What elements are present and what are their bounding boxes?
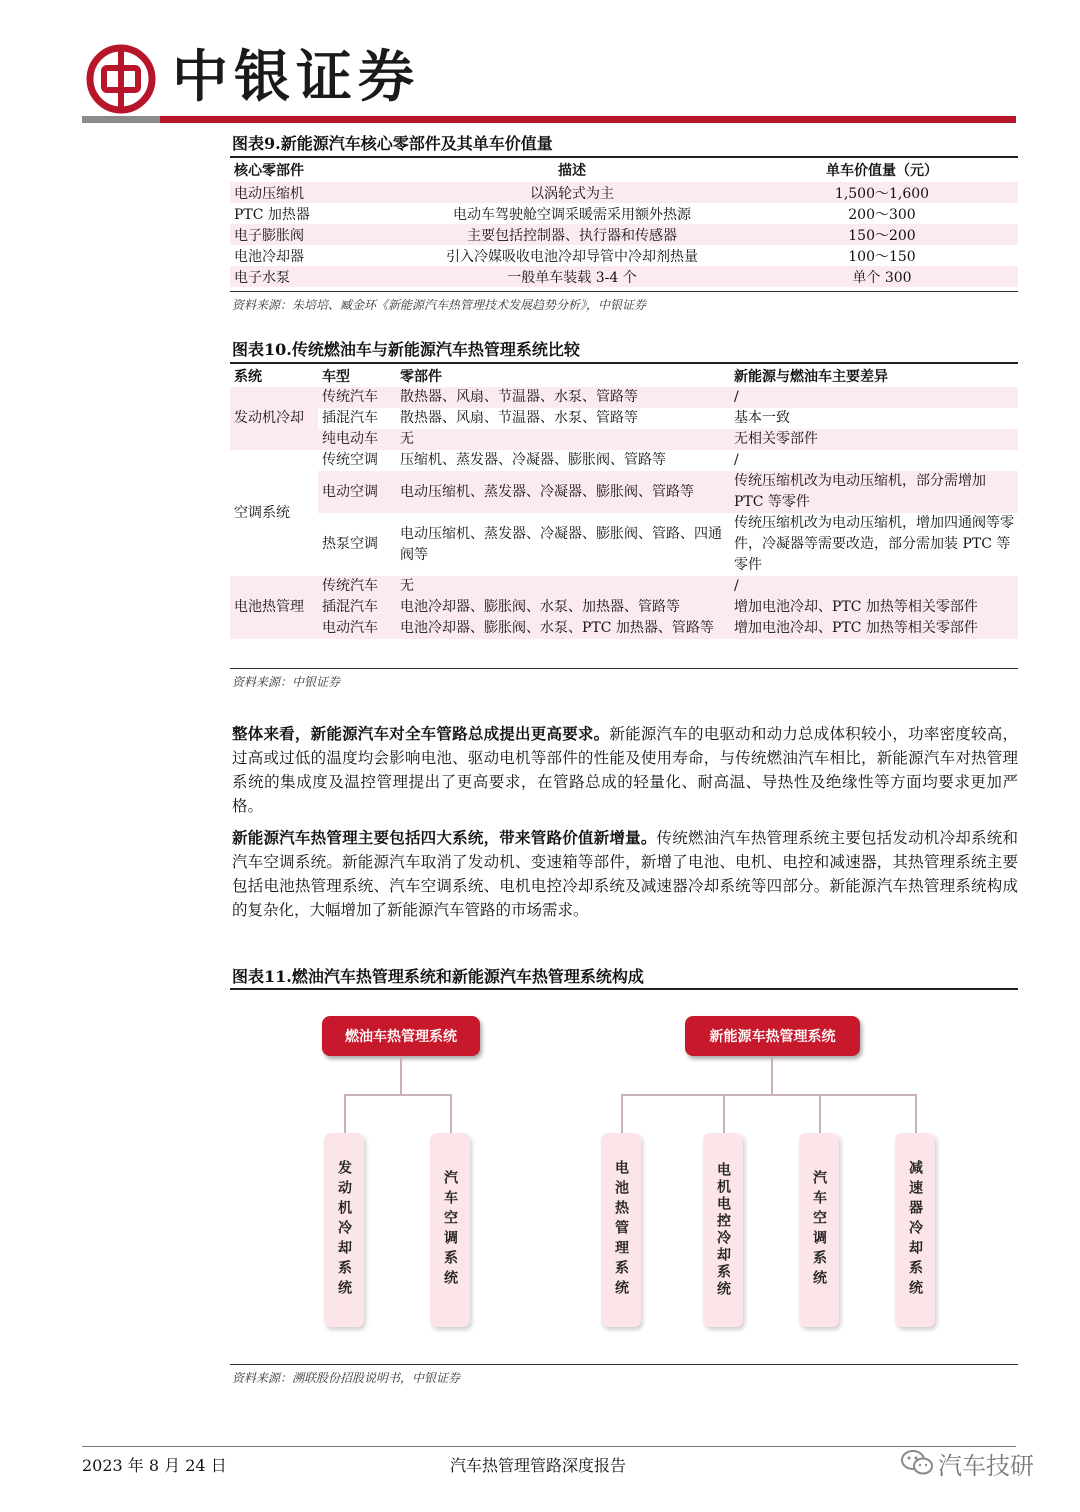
connector-line bbox=[621, 1094, 917, 1096]
table-cell: 200～300 bbox=[848, 206, 916, 223]
brand-name: 中银证券 bbox=[172, 44, 420, 110]
table-header-cell: 车型 bbox=[322, 368, 350, 385]
table-cell: / bbox=[734, 452, 739, 468]
table-row bbox=[230, 203, 1018, 224]
table-cell: 电动空调 bbox=[322, 483, 378, 500]
watermark-text: 汽车技研 bbox=[938, 1452, 1034, 1480]
table-cell: 传统压缩机改为电动压缩机，部分需增加 PTC 等零件 bbox=[734, 473, 986, 510]
table-cell: 无相关零部件 bbox=[734, 431, 818, 447]
table-cell: 传统汽车 bbox=[322, 578, 378, 594]
reducer-cooling-node: 减速器冷却系统 bbox=[895, 1133, 935, 1327]
table-cell: 增加电池冷却、PTC 加热等相关零部件 bbox=[734, 599, 978, 615]
table-header-cell: 描述 bbox=[558, 163, 586, 179]
header-bar-grey bbox=[82, 116, 160, 123]
table-row bbox=[230, 266, 1018, 287]
paragraph-2 bbox=[232, 826, 1018, 922]
table-cell: 传统空调 bbox=[322, 452, 378, 468]
table-cell: 电动汽车 bbox=[322, 620, 378, 636]
table-header-cell: 单车价值量（元） bbox=[826, 163, 938, 179]
table-cell: 热泵空调 bbox=[322, 536, 378, 552]
table-cell: 插混汽车 bbox=[322, 599, 378, 615]
table-row bbox=[230, 576, 1018, 597]
table-cell: 电动压缩机 bbox=[234, 185, 304, 202]
table-cell: 引入冷媒吸收电池冷却导管中冷却剂热量 bbox=[446, 248, 698, 265]
table-cell: PTC 加热器 bbox=[234, 206, 310, 223]
table-row bbox=[230, 245, 1018, 266]
wechat-icon bbox=[900, 1448, 934, 1478]
table-cell: 散热器、风扇、节温器、水泵、管路等 bbox=[400, 410, 638, 426]
fig11-top-rule bbox=[230, 988, 1018, 990]
table-cell: 传统压缩机改为电动压缩机，增加四通阀等零件，冷凝器等需要改造，部分需加装 PTC 等零件 bbox=[734, 515, 1014, 573]
table-cell: 增加电池冷却、PTC 加热等相关零部件 bbox=[734, 620, 978, 636]
fig11-bottom-rule bbox=[230, 1364, 1018, 1365]
table-header-cell: 新能源与燃油车主要差异 bbox=[734, 368, 888, 385]
table-cell: 电动车驾驶舱空调采暖需采用额外热源 bbox=[453, 206, 691, 223]
table-row bbox=[230, 408, 1018, 429]
paragraph-2-lead: 新能源汽车热管理主要包括四大系统，带来管路价值新增量。 bbox=[232, 828, 657, 847]
connector-line bbox=[450, 1094, 452, 1134]
table-cell: 一般单车装载 3-4 个 bbox=[507, 269, 637, 286]
system-cell: 空调系统 bbox=[234, 504, 290, 521]
battery-thermal-node: 电池热管理系统 bbox=[601, 1133, 641, 1327]
fig9-title: 图表9.新能源汽车核心零部件及其单车价值量 bbox=[232, 134, 553, 153]
paragraph-1 bbox=[232, 722, 1018, 818]
fuel-ac-node: 汽车空调系统 bbox=[430, 1133, 470, 1327]
fig10-source: 资料来源：中银证券 bbox=[232, 675, 341, 689]
footer-date: 2023 年 8 月 24 日 bbox=[82, 1456, 227, 1475]
connector-line bbox=[771, 1056, 773, 1094]
system-cell: 电池热管理 bbox=[230, 576, 318, 639]
table-cell: / bbox=[734, 578, 739, 594]
table-row bbox=[230, 471, 1018, 513]
table-cell: 电池冷却器、膨胀阀、水泵、加热器、管路等 bbox=[400, 599, 680, 615]
fig10-title: 图表10.传统燃油车与新能源汽车热管理系统比较 bbox=[232, 340, 580, 359]
table-cell: 电子水泵 bbox=[234, 269, 290, 286]
paragraph-1-text: 新能源汽车的电驱动和动力总成体积较小，功率密度较高，过高或过低的温度均会影响电池、驱动电机等部件的性能及使用寿命，与传统燃油汽车相比，新能源汽车对热管理系统的集成度及温控管理提出了更高要求，在管路总成的轻量化、耐高温、导热性及绝缘性等方面均要求更加严格。 bbox=[232, 725, 1018, 815]
table-cell: 无 bbox=[400, 431, 414, 447]
footer-rule bbox=[82, 1446, 1016, 1447]
table-cell: 电子膨胀阀 bbox=[234, 227, 304, 244]
table-cell: 1,500～1,600 bbox=[834, 185, 930, 202]
table-cell: / bbox=[734, 389, 739, 405]
connector-line bbox=[723, 1094, 725, 1134]
fig10-bottom-rule bbox=[230, 668, 1018, 669]
table-cell: 无 bbox=[400, 578, 414, 594]
fig10-table bbox=[230, 364, 1018, 639]
table-row bbox=[230, 224, 1018, 245]
table-cell: 散热器、风扇、节温器、水泵、管路等 bbox=[400, 389, 638, 405]
table-cell: 基本一致 bbox=[734, 410, 790, 426]
nev-ac-node: 汽车空调系统 bbox=[799, 1133, 839, 1327]
table-cell: 150～200 bbox=[848, 227, 916, 244]
table-cell: 电池冷却器 bbox=[234, 248, 304, 265]
table-row bbox=[230, 513, 1018, 576]
table-header-cell: 核心零部件 bbox=[234, 163, 304, 179]
connector-line bbox=[344, 1094, 346, 1134]
engine-cooling-node: 发动机冷却系统 bbox=[324, 1133, 364, 1327]
table-header-row bbox=[230, 364, 1018, 387]
connector-line bbox=[344, 1094, 452, 1096]
table-header-cell: 零部件 bbox=[400, 368, 442, 385]
fuel-root-node: 燃油车热管理系统 bbox=[322, 1016, 480, 1056]
table-cell: 100～150 bbox=[848, 248, 916, 265]
table-cell: 压缩机、蒸发器、冷凝器、膨胀阀、管路等 bbox=[400, 452, 666, 468]
fig11-title: 图表11.燃油汽车热管理系统和新能源汽车热管理系统构成 bbox=[232, 967, 644, 986]
table-cell: 电动压缩机、蒸发器、冷凝器、膨胀阀、管路、四通阀等 bbox=[400, 525, 722, 563]
connector-line bbox=[915, 1094, 917, 1134]
paragraph-1-lead: 整体来看，新能源汽车对全车管路总成提出更高要求。 bbox=[232, 724, 610, 743]
nev-root-node: 新能源车热管理系统 bbox=[685, 1016, 860, 1056]
table-row bbox=[230, 450, 1018, 471]
table-cell: 主要包括控制器、执行器和传感器 bbox=[467, 227, 677, 244]
fig9-table bbox=[230, 158, 1018, 287]
fig11-source: 资料来源：溯联股份招股说明书，中银证券 bbox=[232, 1371, 461, 1385]
table-cell: 以涡轮式为主 bbox=[530, 185, 614, 202]
table-row bbox=[230, 618, 1018, 639]
table-header-row bbox=[230, 158, 1018, 182]
table-cell: 电池冷却器、膨胀阀、水泵、PTC 加热器、管路等 bbox=[400, 620, 714, 636]
fig9-source: 资料来源：朱培培、臧金环《新能源汽车热管理技术发展趋势分析》，中银证券 bbox=[232, 298, 647, 312]
connector-line bbox=[819, 1094, 821, 1134]
connector-line bbox=[400, 1056, 402, 1094]
connector-line bbox=[621, 1094, 623, 1134]
fig9-bottom-rule bbox=[230, 291, 1018, 292]
paragraph-2-text: 传统燃油汽车热管理系统主要包括发动机冷却系统和汽车空调系统。新能源汽车取消了发动机、变速箱等部件，新增了电池、电机、电控和减速器，其热管理系统主要包括电池热管理系统、汽车空调系统、电机电控冷却系统及减速器冷却系统等四部分。新能源汽车热管理系统构成的复杂化，大幅增加了新能源汽车管路的市场需求。 bbox=[232, 829, 1018, 919]
table-header-cell: 系统 bbox=[234, 368, 262, 385]
bank-of-china-logo bbox=[86, 44, 156, 114]
table-row bbox=[230, 182, 1018, 203]
footer-title: 汽车热管理管路深度报告 bbox=[450, 1456, 627, 1475]
table-cell: 传统汽车 bbox=[322, 389, 378, 405]
table-cell: 纯电动车 bbox=[322, 431, 378, 447]
header-bar-red bbox=[160, 116, 1016, 123]
table-cell: 电动压缩机、蒸发器、冷凝器、膨胀阀、管路等 bbox=[400, 483, 694, 500]
table-row bbox=[230, 387, 1018, 408]
table-cell: 单个 300 bbox=[852, 269, 912, 286]
system-cell: 发动机冷却 bbox=[230, 387, 318, 450]
table-row bbox=[230, 597, 1018, 618]
table-row bbox=[230, 429, 1018, 450]
table-cell: 插混汽车 bbox=[322, 410, 378, 426]
motor-control-cooling-node: 电机电控冷却系统 bbox=[703, 1133, 743, 1327]
